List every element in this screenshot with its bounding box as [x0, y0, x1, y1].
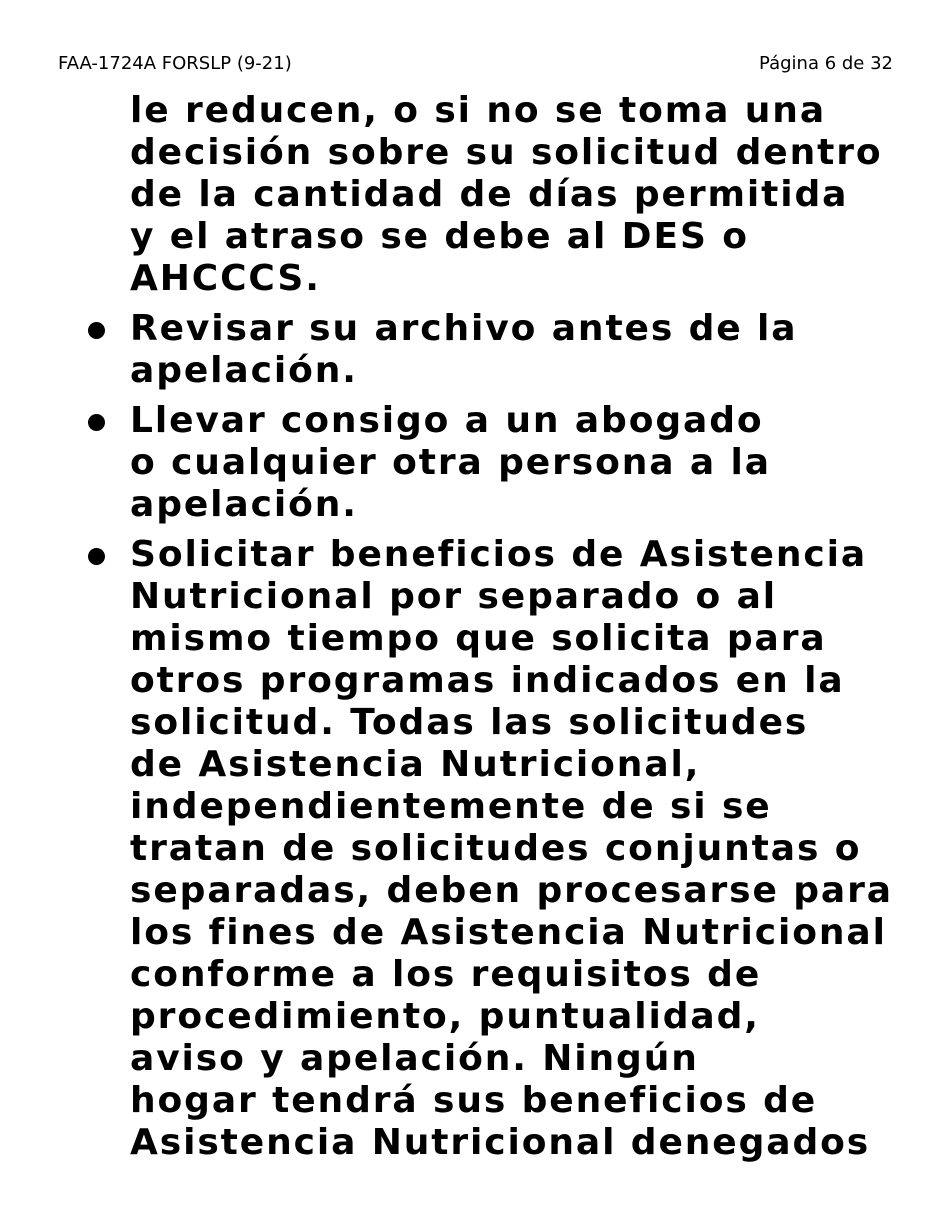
text-line: apelación. — [130, 350, 358, 391]
text-line: le reducen, o si no se toma una — [130, 90, 827, 131]
text-line: AHCCCS. — [130, 258, 321, 299]
continuation-paragraph — [0, 90, 950, 300]
rights-list — [0, 308, 950, 1164]
text-line: solicitud. Todas las solicitudes — [130, 702, 809, 743]
text-line: separadas, deben procesarse para — [130, 870, 893, 911]
text-line: de Asistencia Nutricional, — [130, 744, 701, 785]
page-number: Página 6 de 32 — [759, 53, 893, 74]
text-line: decisión sobre su solicitud dentro — [130, 132, 883, 173]
text-line: otros programas indicados en la — [130, 660, 845, 701]
text-line: tratan de solicitudes conjuntas o — [130, 828, 862, 869]
text-line: procedimiento, puntualidad, — [130, 996, 760, 1037]
text-line: de la cantidad de días permitida — [130, 174, 849, 215]
text-line: apelación. — [130, 484, 358, 525]
list-item — [0, 400, 950, 526]
text-line: y el atraso se debe al DES o — [130, 216, 749, 257]
text-line: conforme a los requisitos de — [130, 954, 762, 995]
text-line: o cualquier otra persona a la — [130, 442, 771, 483]
text-line: hogar tendrá sus beneficios de — [130, 1080, 818, 1121]
text-line: los fines de Asistencia Nutricional — [130, 912, 887, 953]
list-item — [0, 534, 950, 1164]
text-line: Solicitar beneficios de Asistencia — [130, 534, 868, 575]
bullet-icon — [88, 548, 105, 565]
text-line: Revisar su archivo antes de la — [130, 308, 798, 349]
list-item — [0, 308, 950, 392]
document-body — [0, 90, 950, 1164]
bullet-icon — [88, 414, 105, 431]
text-line: Asistencia Nutricional denegados — [130, 1122, 871, 1163]
form-id: FAA-1724A FORSLP (9-21) — [58, 53, 292, 74]
bullet-icon — [88, 322, 105, 339]
text-line: Nutricional por separado o al — [130, 576, 778, 617]
text-line: mismo tiempo que solicita para — [130, 618, 827, 659]
text-line: aviso y apelación. Ningún — [130, 1038, 699, 1079]
page-header — [58, 52, 893, 76]
text-line: Llevar consigo a un abogado — [130, 400, 764, 441]
text-line: independientemente de si se — [130, 786, 772, 827]
